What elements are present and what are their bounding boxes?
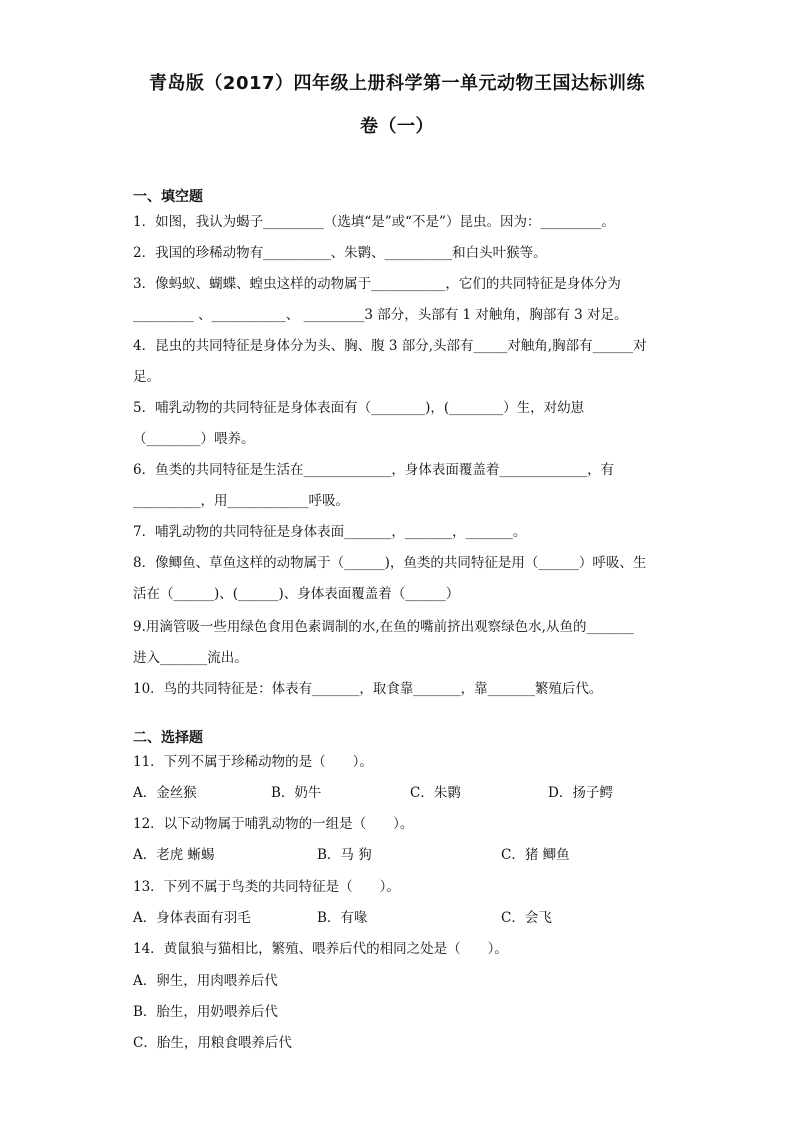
option-11-d: D．扬子鳄 xyxy=(548,785,613,801)
question-line: 8．像鲫鱼、草鱼这样的动物属于（______)，鱼类的共同特征是用（______）呼吸、生 xyxy=(133,555,647,571)
option-11-a: A．金丝猴 xyxy=(133,785,197,801)
option-12-c: C．猪 鲫鱼 xyxy=(501,847,570,863)
page-title-line2: 卷（一） xyxy=(360,116,434,137)
question-line: 进入_______流出。 xyxy=(133,650,248,666)
option-11-b: B．奶牛 xyxy=(271,785,322,801)
option-11-c: C．朱鹮 xyxy=(410,785,461,801)
question-line: 7．哺乳动物的共同特征是身体表面_______，_______，_______。 xyxy=(133,524,527,540)
question-stem-14: 14．黄鼠狼与猫相比，繁殖、喂养后代的相同之处是（ ）。 xyxy=(133,941,508,957)
option-13-c: C．会飞 xyxy=(501,910,552,926)
option-14-c: C．胎生，用粮食喂养后代 xyxy=(133,1035,292,1051)
section-fill-blank-heading: 一、填空题 xyxy=(133,189,203,205)
option-12-a: A．老虎 蜥蜴 xyxy=(133,847,215,863)
question-line: 足。 xyxy=(133,369,160,385)
question-line: 活在（______)、(______)、身体表面覆盖着（______） xyxy=(133,586,460,602)
question-line: 5．哺乳动物的共同特征是身体表面有（________)，(________）生，对幼崽 xyxy=(133,400,585,416)
option-14-b: B．胎生，用奶喂养后代 xyxy=(133,1004,278,1020)
question-line: 9.用滴管吸一些用绿色食用色素调制的水,在鱼的嘴前挤出观察绿色水,从鱼的_______ xyxy=(133,619,634,635)
question-line: 2．我国的珍稀动物有__________、朱鹮、__________和白头叶猴等。 xyxy=(133,245,547,261)
question-stem-12: 12．以下动物属于哺乳动物的一组是（ ）。 xyxy=(133,816,414,832)
question-line: （________）喂养。 xyxy=(133,431,255,447)
option-12-b: B．马 狗 xyxy=(317,847,372,863)
question-stem-13: 13．下列不属于鸟类的共同特征是（ ）。 xyxy=(133,879,400,895)
question-line: _________ 、___________、 _________3 部分，头部有 1 对触角，胸部有 3 对足。 xyxy=(133,307,628,323)
question-stem-11: 11．下列不属于珍稀动物的是（ ）。 xyxy=(133,754,373,770)
question-line: 3．像蚂蚁、蝴蝶、蝗虫这样的动物属于___________，它们的共同特征是身体分为 xyxy=(133,276,621,292)
question-line: 1．如图，我认为蝎子_________（选填“是”或“不是”）昆虫。因为：_________。 xyxy=(133,214,615,230)
question-line: __________，用____________呼吸。 xyxy=(133,493,349,509)
question-line: 10．鸟的共同特征是：体表有_______，取食靠_______，靠_______繁殖后代。 xyxy=(133,681,603,697)
option-13-a: A．身体表面有羽毛 xyxy=(133,910,251,926)
page-title-line1: 青岛版（2017）四年级上册科学第一单元动物王国达标训练 xyxy=(148,73,646,94)
option-14-a: A．卵生，用肉喂养后代 xyxy=(133,973,278,989)
section-choice-heading: 二、选择题 xyxy=(133,730,203,746)
question-line: 4．昆虫的共同特征是身体分为头、胸、腹 3 部分,头部有_____对触角,胸部有______对 xyxy=(133,338,647,354)
option-13-b: B．有喙 xyxy=(317,910,368,926)
question-line: 6．鱼类的共同特征是生活在_____________，身体表面覆盖着_____________，有 xyxy=(133,462,615,478)
